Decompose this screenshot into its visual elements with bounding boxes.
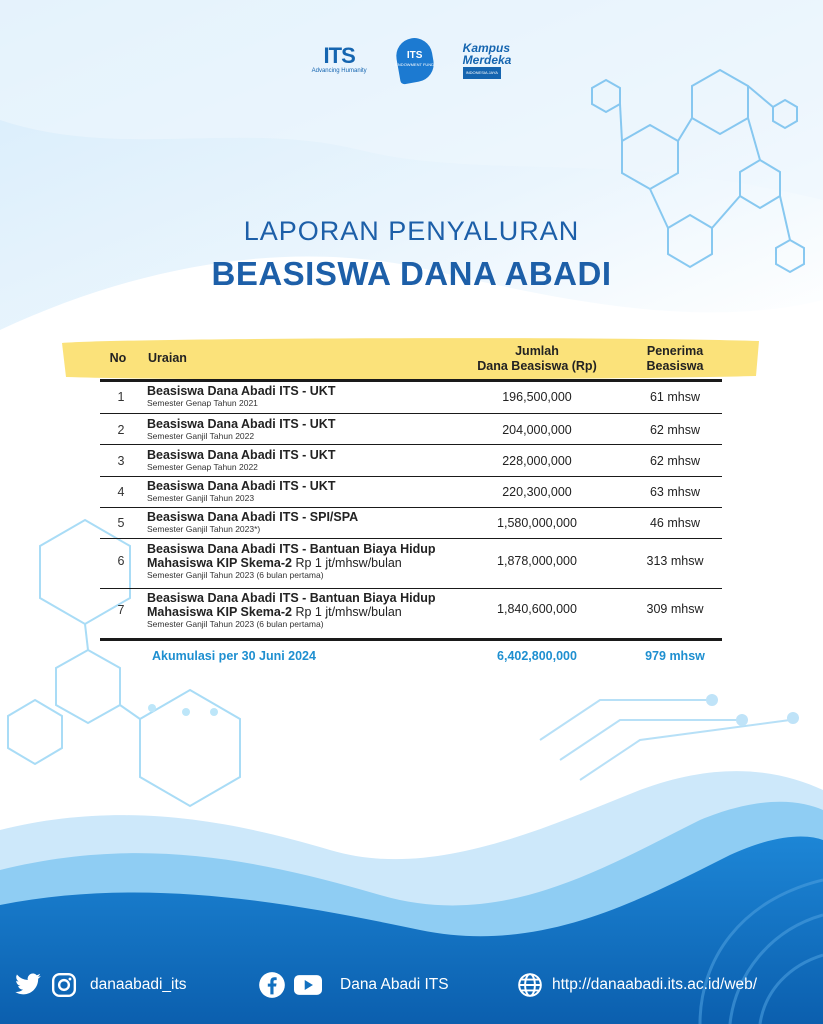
its-logo bbox=[311, 43, 367, 74]
row-title: Beasiswa Dana Abadi ITS - UKT bbox=[147, 448, 336, 462]
row-title: Beasiswa Dana Abadi ITS - UKT bbox=[147, 479, 336, 493]
row-title: Beasiswa Dana Abadi ITS - UKT bbox=[147, 384, 336, 398]
page-title-line2: BEASISWA DANA ABADI bbox=[211, 255, 612, 292]
row-amount: 1,580,000,000 bbox=[497, 516, 577, 530]
header-jumlah-line1: Jumlah bbox=[515, 344, 559, 358]
row-title: Beasiswa Dana Abadi ITS - Bantuan Biaya Hidup bbox=[147, 591, 436, 605]
footer-channels[interactable] bbox=[258, 963, 449, 1007]
row-amount: 1,840,600,000 bbox=[497, 602, 577, 616]
row-description bbox=[147, 417, 477, 442]
row-subtitle: Semester Genap Tahun 2022 bbox=[147, 462, 258, 472]
row-title-line2 bbox=[147, 556, 477, 570]
kampus-merdeka-line2: Merdeka bbox=[462, 52, 512, 67]
row-title2: Mahasiswa KIP Skema-2 bbox=[147, 605, 292, 619]
youtube-icon[interactable] bbox=[294, 971, 322, 999]
page-title-line1: LAPORAN PENYALURAN bbox=[243, 216, 580, 246]
row-description bbox=[147, 591, 477, 630]
total-label: Akumulasi per 30 Juni 2024 bbox=[152, 649, 316, 663]
row-recipients: 62 mhsw bbox=[649, 454, 701, 468]
row-title-line2 bbox=[147, 605, 477, 619]
header-penerima bbox=[630, 344, 720, 374]
row-title2: Mahasiswa KIP Skema-2 bbox=[147, 556, 292, 570]
kampus-merdeka-logo bbox=[463, 42, 512, 79]
row-no: 6 bbox=[117, 554, 125, 568]
table-bottom-rule bbox=[100, 638, 722, 641]
row-no: 1 bbox=[117, 390, 125, 404]
total-amount: 6,402,800,000 bbox=[497, 649, 577, 663]
row-description bbox=[147, 542, 477, 581]
table-row bbox=[100, 382, 722, 413]
row-subtitle: Semester Ganjil Tahun 2023 bbox=[147, 493, 255, 503]
row-description bbox=[147, 510, 477, 535]
row-recipients: 63 mhsw bbox=[649, 485, 701, 499]
endowment-logo-tagline: ENDOWMENT FUND bbox=[395, 62, 435, 67]
endowment-logo-mark: ITS bbox=[406, 50, 423, 61]
row-subtitle: Semester Genap Tahun 2021 bbox=[147, 398, 258, 408]
row-title: Beasiswa Dana Abadi ITS - UKT bbox=[147, 417, 336, 431]
row-no: 3 bbox=[117, 454, 125, 468]
row-subtitle: Semester Ganjil Tahun 2023 (6 bulan pertama) bbox=[147, 619, 324, 629]
row-amount: 204,000,000 bbox=[502, 423, 572, 437]
logo-bar bbox=[0, 38, 823, 82]
footer bbox=[0, 963, 823, 1007]
row-title2-suffix: Rp 1 jt/mhsw/bulan bbox=[291, 556, 402, 570]
table-row bbox=[100, 589, 722, 638]
instagram-icon[interactable] bbox=[50, 971, 78, 999]
row-recipients: 309 mhsw bbox=[646, 602, 704, 616]
row-amount: 196,500,000 bbox=[502, 390, 572, 404]
header-jumlah bbox=[462, 344, 612, 374]
twitter-icon[interactable] bbox=[14, 971, 42, 999]
row-amount: 220,300,000 bbox=[502, 485, 572, 499]
table-row bbox=[100, 508, 722, 538]
row-title: Beasiswa Dana Abadi ITS - SPI/SPA bbox=[147, 510, 359, 524]
facebook-icon[interactable] bbox=[258, 971, 286, 999]
row-amount: 1,878,000,000 bbox=[497, 554, 577, 568]
channel-name[interactable]: Dana Abadi ITS bbox=[340, 976, 449, 993]
table-row bbox=[100, 477, 722, 507]
kampus-merdeka-line3: INDONESIA JAYA bbox=[463, 67, 501, 79]
row-subtitle: Semester Ganjil Tahun 2023*) bbox=[147, 524, 261, 534]
table-row bbox=[100, 539, 722, 588]
header-jumlah-line2: Dana Beasiswa (Rp) bbox=[477, 359, 597, 373]
footer-social[interactable] bbox=[14, 963, 187, 1007]
row-no: 4 bbox=[117, 485, 125, 499]
row-recipients: 62 mhsw bbox=[649, 423, 701, 437]
its-logo-tagline: Advancing Humanity bbox=[311, 68, 367, 74]
row-amount: 228,000,000 bbox=[502, 454, 572, 468]
row-subtitle: Semester Ganjil Tahun 2023 (6 bulan pertama) bbox=[147, 570, 324, 580]
table-row bbox=[100, 445, 722, 476]
header-no: No bbox=[109, 351, 127, 365]
row-description bbox=[147, 384, 477, 409]
social-handle[interactable]: danaabadi_its bbox=[90, 976, 187, 993]
globe-icon bbox=[516, 971, 544, 999]
header-penerima-line2: Beasiswa bbox=[646, 359, 704, 373]
website-link[interactable]: http://danaabadi.its.ac.id/web/ bbox=[552, 976, 758, 993]
row-subtitle: Semester Ganjil Tahun 2022 bbox=[147, 431, 255, 441]
row-title2-suffix: Rp 1 jt/mhsw/bulan bbox=[291, 605, 402, 619]
footer-website[interactable] bbox=[516, 963, 757, 1007]
its-logo-mark: ITS bbox=[323, 43, 355, 68]
table-row bbox=[100, 414, 722, 444]
header-penerima-line1: Penerima bbox=[646, 344, 704, 358]
endowment-fund-logo bbox=[393, 38, 437, 82]
row-description bbox=[147, 479, 477, 504]
row-no: 7 bbox=[117, 603, 125, 617]
kampus-merdeka-line1: Kampus bbox=[462, 40, 510, 55]
header-uraian: Uraian bbox=[148, 351, 187, 365]
row-no: 5 bbox=[117, 516, 125, 530]
row-title: Beasiswa Dana Abadi ITS - Bantuan Biaya Hidup bbox=[147, 542, 436, 556]
total-recipients: 979 mhsw bbox=[645, 649, 705, 663]
row-recipients: 313 mhsw bbox=[646, 554, 704, 568]
row-recipients: 61 mhsw bbox=[649, 390, 701, 404]
row-no: 2 bbox=[117, 423, 125, 437]
row-description bbox=[147, 448, 477, 473]
row-recipients: 46 mhsw bbox=[649, 516, 701, 530]
